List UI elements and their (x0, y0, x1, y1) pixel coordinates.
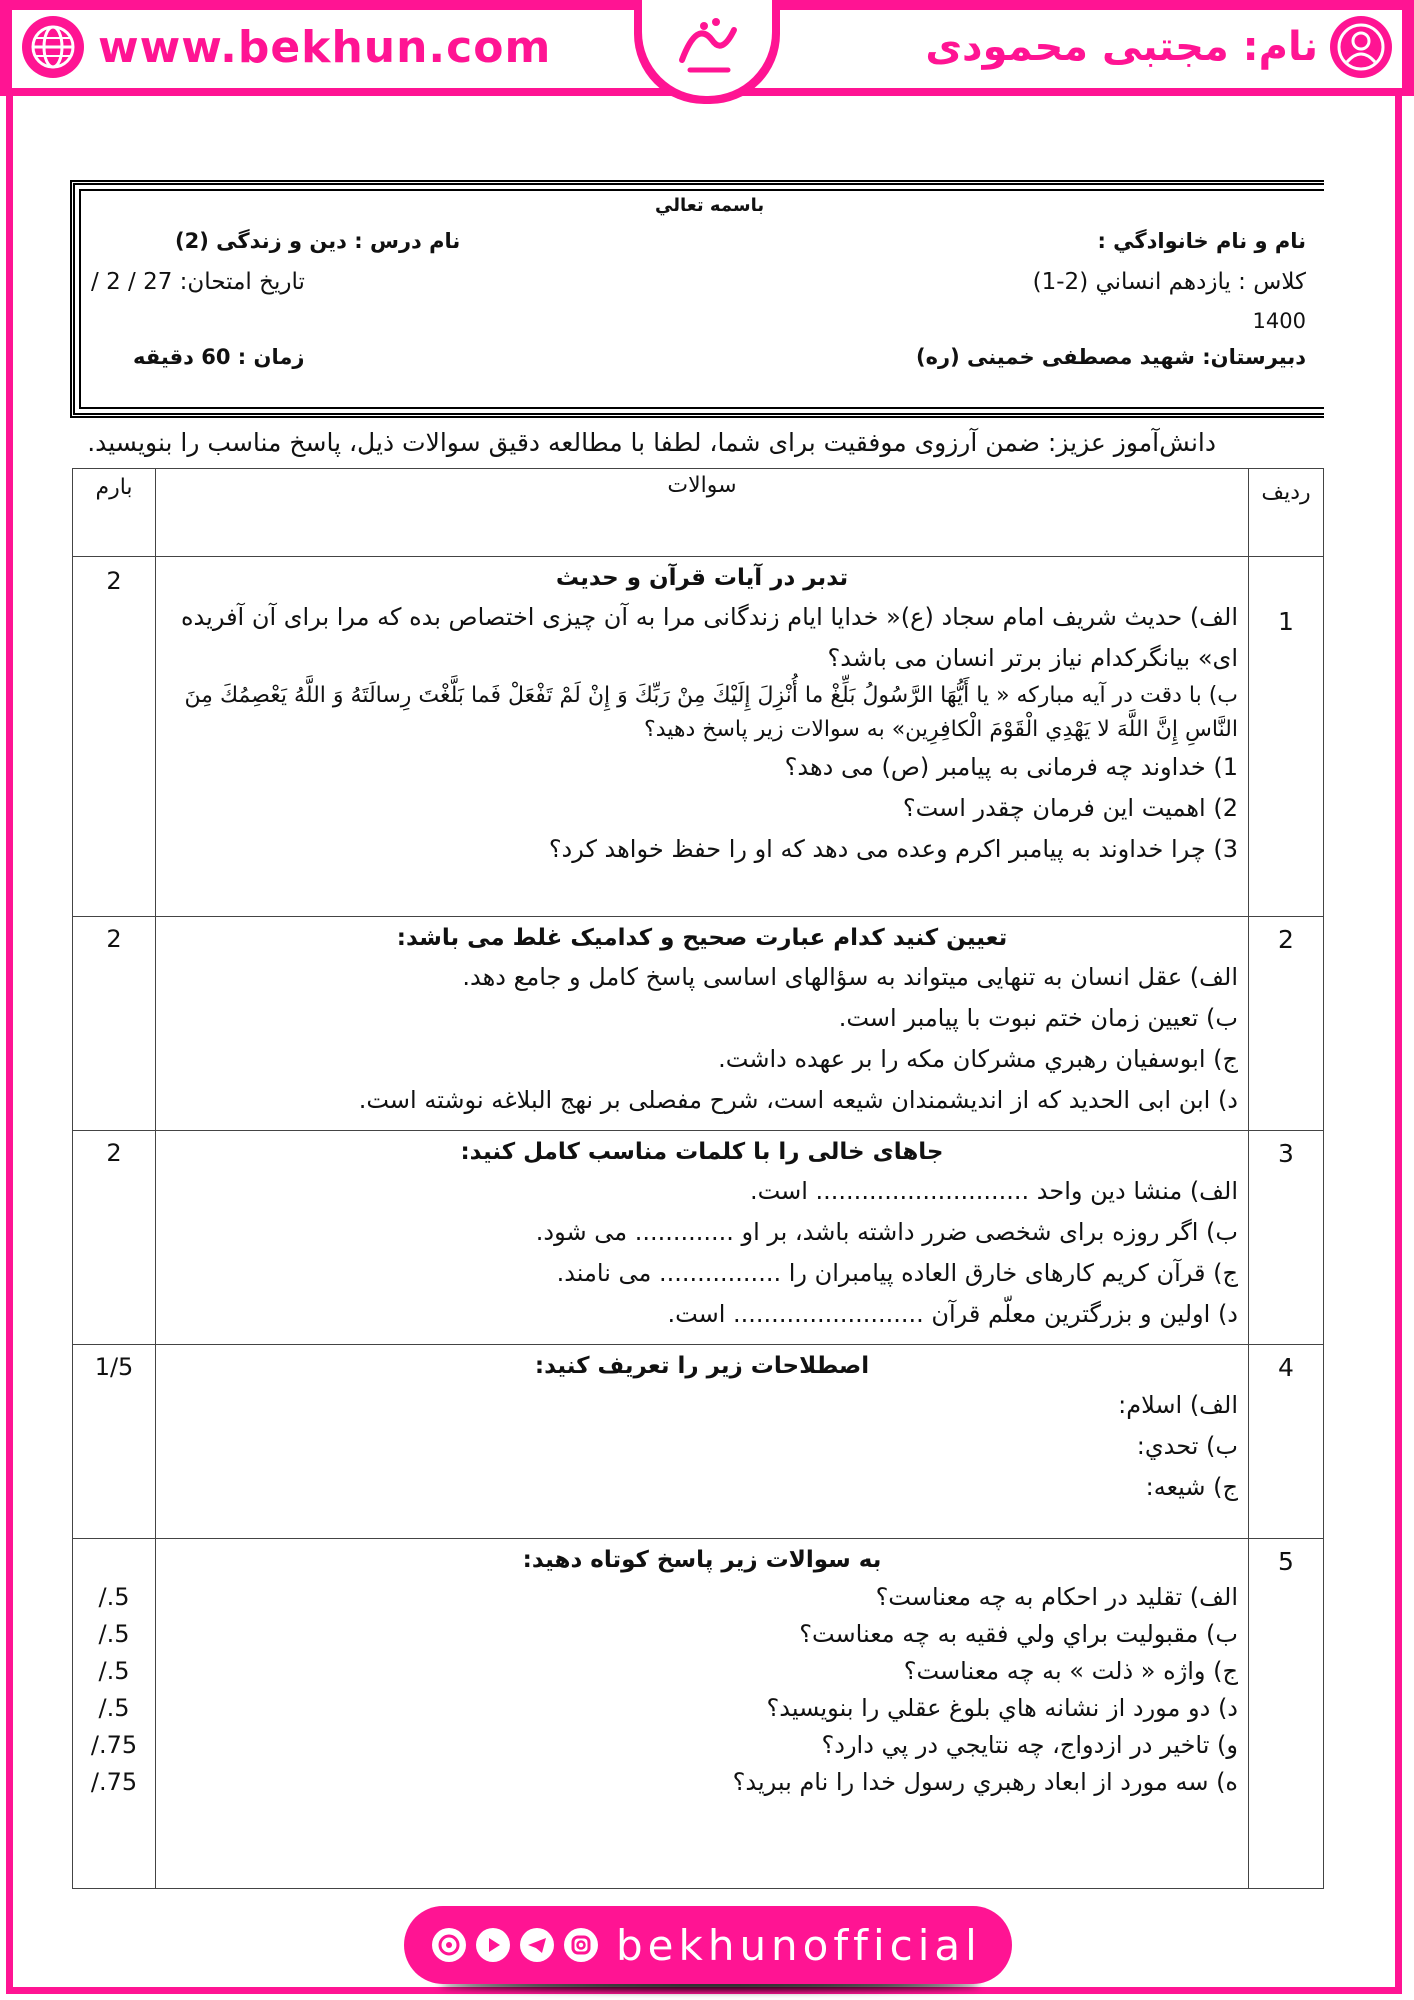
brand-logo-icon (642, 0, 772, 96)
intro-text: دانش‌آموز عزیز: ضمن آرزوی موفقیت برای شما، لطفا با مطالعه دقیق سوالات ذیل، پاسخ مناسب را بنویسید. (87, 428, 1216, 457)
brand-logo-tab (634, 0, 780, 104)
table-row (73, 557, 1324, 917)
question-title: جاهای خالی را با کلمات مناسب کامل کنید: (460, 1139, 944, 1165)
name-label: نام: مجتبی محمودی (925, 24, 1318, 70)
social-handle: bekhunofficial (616, 1920, 982, 1970)
col-score-header: بارم (73, 469, 156, 557)
instagram-icon[interactable] (564, 1928, 598, 1962)
question-line: ج) ابوسفيان رهبري مشركان مكه را بر عهده داشت. (718, 1045, 1238, 1073)
question-line: ب) با دقت در آیه مبارکه « يا أَيُّهَا الرَّسُولُ بَلِّغْ ما أُنْزِلَ إِلَيْكَ مِنْ رَبِّكَ وَ إِنْ لَمْ تَفْعَلْ فَما بَلَّغْتَ رِسالَتَهُ وَ اللَّهُ يَعْصِمُكَ مِنَ النَّاسِ إِنَّ اللَّهَ لا يَهْدِي الْقَوْمَ الْكافِرِين» به سوالات زیر پاسخ دهید؟ (184, 683, 1238, 742)
row-number: 4 (1249, 1345, 1324, 1539)
site-link[interactable] (22, 16, 551, 78)
question-line: 1) خداوند چه فرمانی به پیامبر (ص) می دهد؟ (784, 753, 1238, 781)
class-name: کلاس : يازدهم انساني (2-1) (1032, 269, 1306, 295)
question-line: د) ابن ابی الحدید که از اندیشمندان شیعه است، شرح مفصلی بر نهج البلاغه نوشته است. (358, 1086, 1238, 1114)
question-title: اصطلاحات زیر را تعریف کنید: (534, 1353, 870, 1379)
sub-score: /.75 (90, 1768, 138, 1796)
question-title: به سوالات زیر پاسخ کوتاه دهید: (522, 1547, 882, 1573)
sub-score: /.5 (98, 1583, 130, 1611)
question-line: د) دو مورد از نشانه هاي بلوغ عقلي را بنويسيد؟ (766, 1694, 1238, 1722)
col-row-header: ردیف (1249, 469, 1324, 557)
question-line: الف) منشا دين واحد ............................ است. (749, 1177, 1238, 1205)
question-line: الف) تقليد در احكام به چه معناست؟ (875, 1583, 1238, 1611)
question-line: ه) سه مورد از ابعاد رهبري رسول خدا را نام ببريد؟ (732, 1768, 1238, 1796)
telegram-icon[interactable] (520, 1928, 554, 1962)
question-line: ب) اگر روزه برای شخصی ضرر داشته باشد، بر او ............. می شود. (535, 1218, 1238, 1246)
exam-year: 1400 (1252, 309, 1306, 333)
question-line: ج) قرآن کریم کارهای خارق العاده پیامبران را ................ می نامند. (556, 1259, 1238, 1287)
row-score: 2 (73, 1131, 156, 1345)
question-line: 3) چرا خداوند به پیامبر اکرم وعده می دهد که او را حفظ خواهد کرد؟ (548, 835, 1238, 863)
course-name: نام درس : دین و زندگی (2) (175, 229, 461, 253)
table-row (73, 1131, 1324, 1345)
youtube-icon[interactable] (476, 1928, 510, 1962)
exam-header (70, 180, 1324, 418)
sub-score: /.5 (98, 1657, 130, 1685)
globe-icon (22, 16, 84, 78)
question-line: الف) عقل انسان به تنهایی میتواند به سؤالهای اساسی پاسخ کامل و جامع دهد. (462, 963, 1238, 991)
row-number: 3 (1249, 1131, 1324, 1345)
question-line: د) اولین و بزرگترین معلّم قرآن ......................... است. (667, 1300, 1238, 1328)
question-line: 2) اهمیت این فرمان چقدر است؟ (902, 794, 1238, 822)
exam-date: تاریخ امتحان: 27 / 2 / (91, 269, 305, 295)
site-url: www.bekhun.com (98, 21, 552, 73)
sub-score: /.5 (98, 1694, 130, 1722)
question-title: تدبر در آيات قرآن و حدیث (555, 565, 849, 591)
sub-score: /.5 (98, 1620, 130, 1648)
student-name-field: نام و نام خانوادگي : (1097, 229, 1306, 253)
row-score: 2 (73, 917, 156, 1131)
col-questions-header: سوالات (156, 469, 1249, 557)
table-row (73, 917, 1324, 1131)
questions-table (72, 468, 1324, 1889)
sub-score: /.75 (90, 1731, 138, 1759)
question-line: ج) واژه « ذلت » به چه معناست؟ (903, 1657, 1238, 1685)
question-line: الف) حدیث شریف امام سجاد (ع)« خدايا ايام زندگانی مرا به آن چيزی اختصاص بده که مرا برای آن آفريده ای» بیانگرکدام نیاز برتر انسان می باشد؟ (180, 603, 1238, 672)
row-number: 1 (1249, 557, 1324, 917)
row-number: 2 (1249, 917, 1324, 1131)
question-line: ج) شیعه: (1145, 1473, 1238, 1501)
question-line: الف) اسلام: (1118, 1391, 1238, 1419)
question-line: ب) تحدي: (1136, 1432, 1238, 1460)
question-line: ب) مقبوليت براي ولي فقيه به چه معناست؟ (799, 1620, 1238, 1648)
table-row (73, 1539, 1324, 1889)
basmala: باسمه تعالي (655, 195, 765, 216)
table-row (73, 1345, 1324, 1539)
school-name: دبیرستان: شهید مصطفی خمینی (ره) (916, 345, 1306, 369)
instagram-reels-icon[interactable] (432, 1928, 466, 1962)
row-score: 2 (73, 557, 156, 917)
row-scores (73, 1539, 156, 1889)
social-footer[interactable] (404, 1906, 1012, 1984)
student-name-tag (925, 16, 1392, 78)
question-line: ب) تعیین زمان ختم نبوت با پیامبر است. (838, 1004, 1238, 1032)
exam-duration: زمان : 60 دقیقه (133, 345, 305, 369)
row-number: 5 (1249, 1539, 1324, 1889)
question-line: و) تاخير در ازدواج، چه نتايجي در پي دارد؟ (821, 1731, 1238, 1759)
question-title: تعیین کنید کدام عبارت صحیح و کدامیک غلط می باشد: (396, 925, 1008, 951)
table-header-row (73, 469, 1324, 557)
row-score: 1/5 (73, 1345, 156, 1539)
user-icon (1330, 16, 1392, 78)
